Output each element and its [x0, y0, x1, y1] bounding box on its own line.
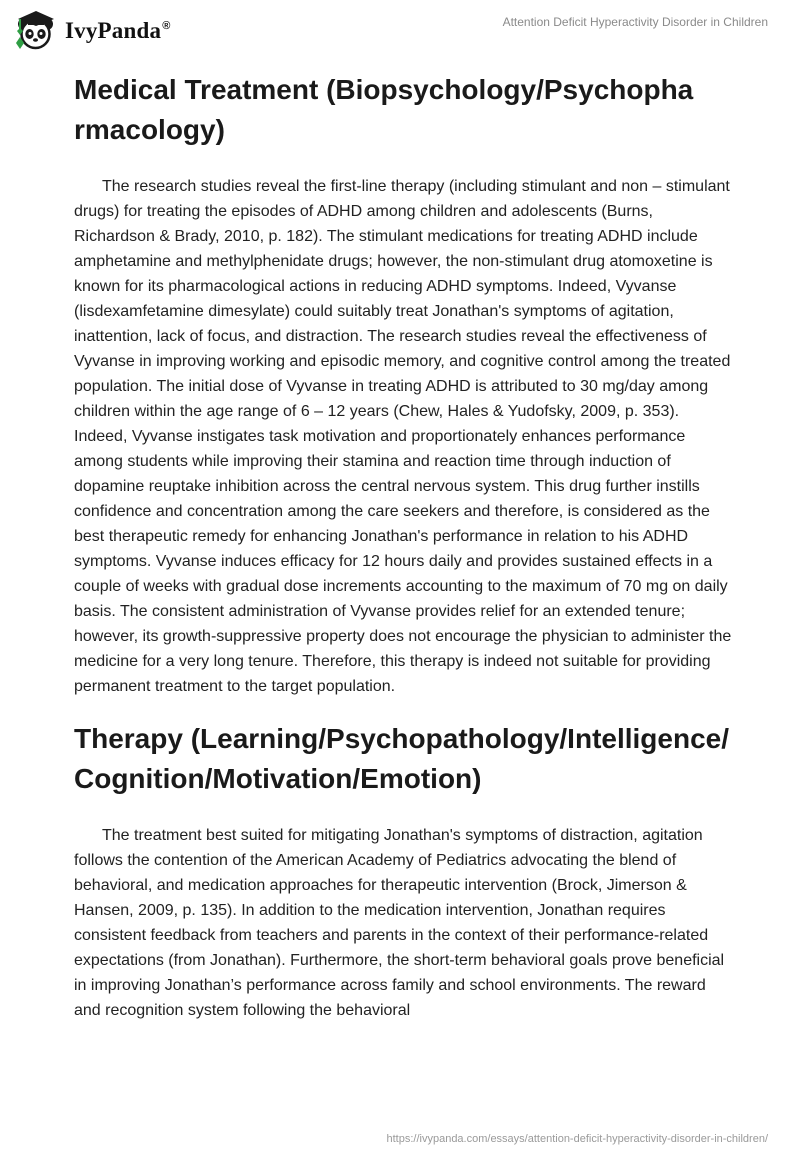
essay-content [74, 70, 734, 1023]
brand-name [65, 18, 171, 44]
registered-mark: ® [162, 20, 171, 33]
document-title: Attention Deficit Hyperactivity Disorder in Children [502, 15, 768, 29]
page-header [0, 0, 800, 64]
section-heading-therapy: Therapy (Learning/Psychopathology/Intelligence/Cognition/Motivation/Emotion) [74, 723, 730, 794]
section-heading-medical-treatment: Medical Treatment (Biopsychology/Psychopharmacology) [74, 74, 694, 145]
ivypanda-logo[interactable] [14, 9, 171, 53]
source-url[interactable]: https://ivypanda.com/essays/attention-deficit-hyperactivity-disorder-in-children/ [386, 1133, 768, 1145]
section-paragraph-medical-treatment: The research studies reveal the first-line therapy (including stimulant and non – stimulant drugs) for treating the episodes of ADHD among children and adolescents (Burns, Richardson & Brady, 2010, p. 182). The stimulant medications for treating ADHD include amphetamine and methylphenidate drugs; however, the non-stimulant drug atomoxetine is known for its pharmacological actions in reducing ADHD symptoms. Indeed, Vyvanse (lisdexamfetamine dimesylate) could suitably treat Jonathan's symptoms of agitation, inattention, lack of focus, and distraction. The research studies reveal the effectiveness of Vyvanse in improving working and episodic memory, and cognitive control among the treated population. The initial dose of Vyvanse in treating ADHD is attributed to 30 mg/day among children within the age range of 6 – 12 years (Chew, Hales & Yudofsky, 2009, p. 353). Indeed, Vyvanse instigates task motivation and proportionately enhances performance among students while improving their stamina and reaction time through induction of dopamine reuptake inhibition across the central nervous system. This drug further instills confidence and concentration among the care seekers and therefore, is considered as the best therapeutic remedy for enhancing Jonathan's performance in relation to his ADHD symptoms. Vyvanse induces efficacy for 12 hours daily and provides sustained effects in a couple of weeks with gradual dose increments accounting to the maximum of 70 mg on daily basis. The consistent administration of Vyvanse provides relief for an extended tenure; however, its growth-suppressive property does not encourage the physician to administer the medicine for a very long tenure. Therefore, this therapy is indeed not suitable for providing permanent treatment to the target population. [74, 178, 732, 695]
panda-graduate-icon [14, 9, 62, 53]
section-paragraph-therapy: The treatment best suited for mitigating Jonathan's symptoms of distraction, agitation follows the contention of the American Academy of Pediatrics advocating the blend of behavioral, and medication approaches for therapeutic intervention (Brock, Jimerson & Hansen, 2009, p. 135). In addition to the medication intervention, Jonathan requires consistent feedback from teachers and parents in the context of their performance-related expectations (from Jonathan). Furthermore, the short-term behavioral goals prove beneficial in improving Jonathan’s performance across family and school environments. The reward and recognition system following the behavioral [74, 827, 725, 1019]
brand-text: IvyPanda [65, 18, 162, 43]
